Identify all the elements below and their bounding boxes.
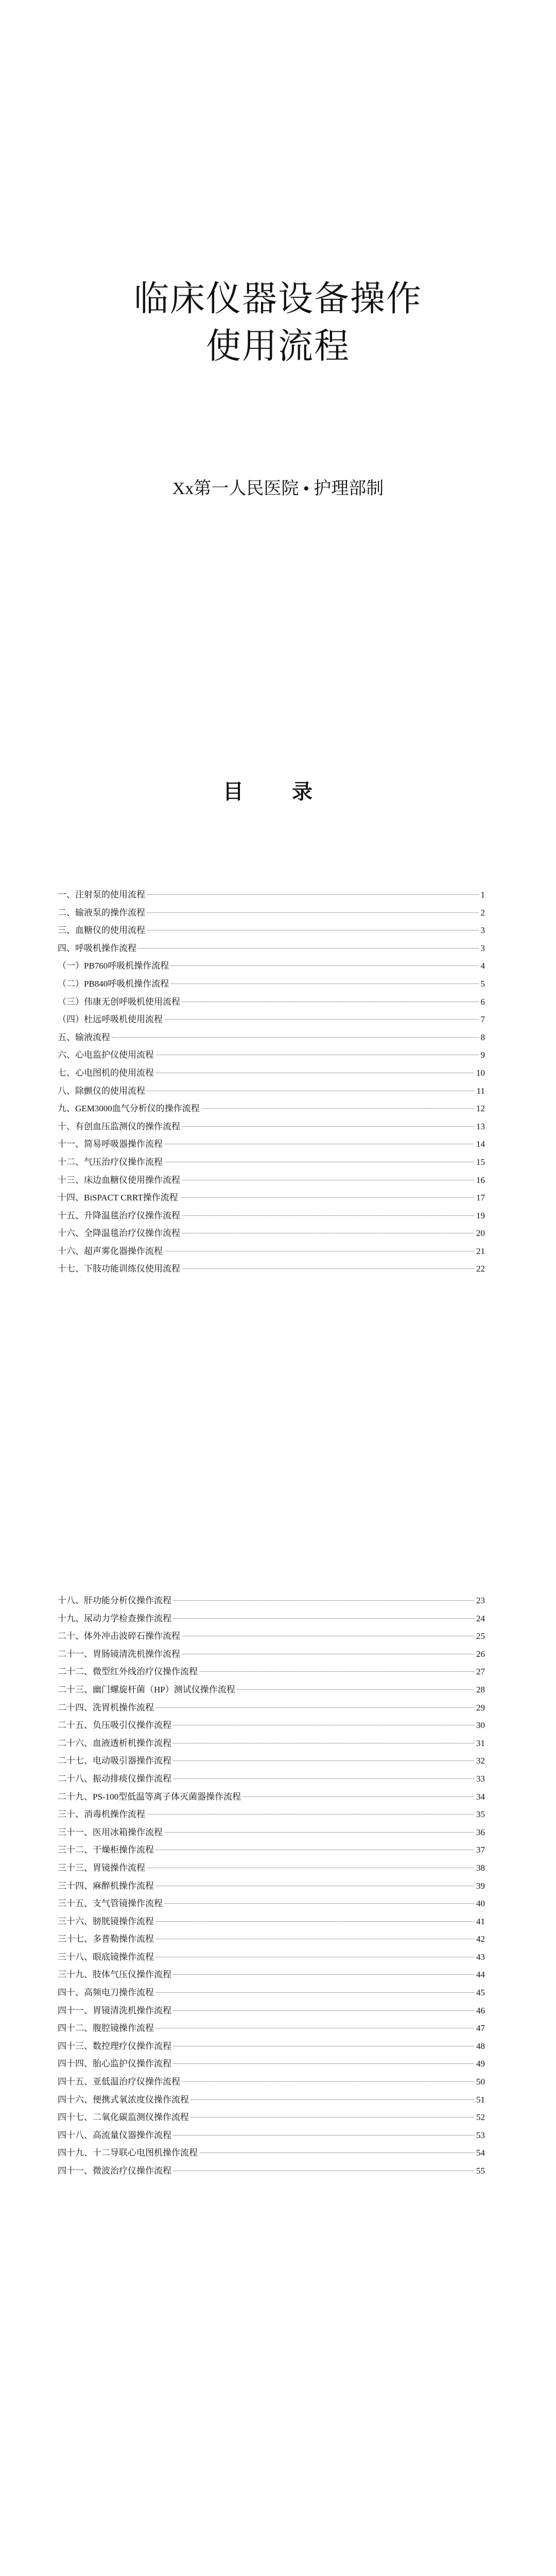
toc-item-page: 20 xyxy=(476,1228,485,1239)
toc-leader-dots xyxy=(182,1215,474,1216)
toc-leader-dots xyxy=(182,2081,474,2082)
toc-item-page: 42 xyxy=(476,1934,485,1944)
toc-item-page: 32 xyxy=(476,1756,485,1766)
toc-item-page: 17 xyxy=(476,1193,485,1203)
toc-item[interactable] xyxy=(58,1610,485,1628)
toc-item[interactable] xyxy=(58,1172,485,1190)
toc-item-title: 二十一、胃肠镜清洗机操作流程 xyxy=(58,1649,180,1659)
toc-item-title: 十八、肝功能分析仪操作流程 xyxy=(58,1596,171,1605)
toc-item[interactable] xyxy=(58,1948,485,1967)
toc-item-title: 四十一、胃镜清洗机操作流程 xyxy=(58,2005,171,2015)
toc-item-title: 四十五、亚低温治疗仪操作流程 xyxy=(58,2077,180,2087)
toc-item-page: 27 xyxy=(476,1667,485,1677)
toc-item-page: 47 xyxy=(476,2023,485,2033)
toc-leader-dots xyxy=(182,1268,474,1269)
toc-item[interactable] xyxy=(58,2109,485,2127)
toc-item-title: 一、注射泵的使用流程 xyxy=(58,890,145,900)
toc-item-title: 三十九、肢体气压仪操作流程 xyxy=(58,1970,171,1980)
toc-item-page: 22 xyxy=(476,1264,485,1274)
toc-leader-dots xyxy=(156,1707,474,1708)
toc-item-title: 四十、高频电刀操作流程 xyxy=(58,1988,154,1998)
toc-item[interactable] xyxy=(58,1046,485,1064)
toc-item-title: 四十二、腹腔镜操作流程 xyxy=(58,2023,154,2033)
toc-item[interactable] xyxy=(58,1189,485,1207)
toc-item-title: 三十四、麻醉机操作流程 xyxy=(58,1880,154,1891)
toc-item-title: 四、呼吸机操作流程 xyxy=(58,943,136,953)
toc-item[interactable] xyxy=(58,904,485,922)
toc-item[interactable] xyxy=(58,1064,485,1082)
toc-item-title: 二十八、振动排痰仪操作流程 xyxy=(58,1773,171,1784)
toc-item-page: 48 xyxy=(476,2041,485,2051)
toc-item-page: 37 xyxy=(476,1845,485,1855)
toc-item[interactable] xyxy=(58,922,485,940)
toc-list-part1 xyxy=(58,886,485,1278)
toc-leader-dots xyxy=(147,894,479,895)
toc-item[interactable] xyxy=(58,1859,485,1877)
toc-item-page: 1 xyxy=(480,890,485,900)
toc-leader-dots xyxy=(200,1671,474,1672)
toc-item-title: 十、有创血压监测仪的操作流程 xyxy=(58,1121,180,1131)
toc-item-page: 21 xyxy=(476,1246,485,1256)
toc-leader-dots xyxy=(182,1126,474,1127)
toc-item-title: 四十七、二氧化碳监测仪操作流程 xyxy=(58,2112,189,2123)
toc-leader-dots xyxy=(156,1921,474,1922)
toc-item-page: 44 xyxy=(476,1970,485,1980)
toc-item[interactable] xyxy=(58,1154,485,1172)
toc-list-part2 xyxy=(58,1592,485,2180)
toc-item-page: 31 xyxy=(476,1738,485,1748)
toc-leader-dots xyxy=(173,2010,474,2011)
toc-item[interactable] xyxy=(58,1752,485,1770)
toc-item-page: 14 xyxy=(476,1139,485,1149)
toc-item-page: 13 xyxy=(476,1121,485,1131)
toc-leader-dots xyxy=(165,1903,474,1904)
toc-item[interactable] xyxy=(58,2020,485,2038)
toc-item[interactable] xyxy=(58,975,485,993)
toc-item-title: 三十五、支气管镜操作流程 xyxy=(58,1899,163,1909)
toc-item-page: 3 xyxy=(480,943,485,953)
toc-item[interactable] xyxy=(58,2038,485,2056)
toc-item[interactable] xyxy=(58,1930,485,1948)
cover-title-line1: 临床仪器设备操作 xyxy=(133,279,422,319)
toc-item-page: 39 xyxy=(476,1880,485,1891)
toc-item-page: 36 xyxy=(476,1827,485,1837)
toc-item-title: 十九、尿动力学检查操作流程 xyxy=(58,1613,171,1623)
toc-item[interactable] xyxy=(58,1788,485,1806)
cover-title-line2: 使用流程 xyxy=(205,326,350,367)
toc-leader-dots xyxy=(147,912,479,913)
toc-item-title: 三、血糖仪的使用流程 xyxy=(58,925,145,936)
toc-leader-dots xyxy=(173,1600,474,1601)
toc-item-title: （二）PB840呼吸机操作流程 xyxy=(58,978,169,989)
toc-item-page: 16 xyxy=(476,1175,485,1185)
toc-item-title: 三十一、医用冰箱操作流程 xyxy=(58,1827,163,1837)
toc-leader-dots xyxy=(165,1832,474,1833)
toc-item[interactable] xyxy=(58,1592,485,1610)
toc-item[interactable] xyxy=(58,886,485,904)
toc-leader-dots xyxy=(180,1197,474,1198)
toc-item-title: 十六、全降温毯治疗仪操作流程 xyxy=(58,1228,180,1239)
toc-item-title: 二十三、幽门螺旋杆菌（HP）测试仪操作流程 xyxy=(58,1684,235,1694)
toc-item[interactable] xyxy=(58,957,485,975)
toc-leader-dots xyxy=(147,1814,474,1815)
toc-leader-dots xyxy=(173,1618,474,1619)
toc-item[interactable] xyxy=(58,1699,485,1717)
toc-item-title: 四十九、十二导联心电图机操作流程 xyxy=(58,2148,198,2158)
cover-organization: Xx第一人民医院 • 护理部制 xyxy=(172,479,384,498)
toc-item[interactable] xyxy=(58,1984,485,2002)
toc-item[interactable] xyxy=(58,1913,485,1931)
toc-leader-dots xyxy=(165,1019,479,1020)
toc-leader-dots xyxy=(237,1689,474,1690)
toc-item-title: 二十九、PS-100型低温等离子体灭菌器操作流程 xyxy=(58,1791,241,1802)
toc-item-title: 十六、超声雾化器操作流程 xyxy=(58,1246,163,1256)
toc-item-title: 三十三、胃镜操作流程 xyxy=(58,1862,145,1873)
toc-leader-dots xyxy=(173,1760,474,1761)
toc-item-title: （一）PB760呼吸机操作流程 xyxy=(58,961,169,971)
toc-item-title: 十四、BiSPACT CRRT操作流程 xyxy=(58,1193,178,1203)
toc-item[interactable] xyxy=(58,1118,485,1136)
toc-item[interactable] xyxy=(58,2162,485,2180)
toc-item-title: 八、除颤仪的使用流程 xyxy=(58,1086,145,1096)
toc-item-page: 43 xyxy=(476,1952,485,1962)
toc-item-page: 12 xyxy=(476,1104,485,1114)
toc-item[interactable] xyxy=(58,1717,485,1735)
toc-leader-dots xyxy=(191,2099,474,2100)
toc-item-title: 二十七、电动吸引器操作流程 xyxy=(58,1756,171,1766)
toc-item-title: 三十八、眼底镜操作流程 xyxy=(58,1952,154,1962)
toc-item-title: 四十六、便携式氧浓度仪操作流程 xyxy=(58,2094,189,2105)
toc-item[interactable] xyxy=(58,2127,485,2145)
toc-item[interactable] xyxy=(58,1029,485,1047)
toc-item[interactable] xyxy=(58,1011,485,1029)
toc-item-title: 二、输液泵的操作流程 xyxy=(58,907,145,918)
toc-item[interactable] xyxy=(58,1260,485,1278)
toc-item-page: 4 xyxy=(480,961,485,971)
toc-item[interactable] xyxy=(58,1877,485,1895)
toc-item[interactable] xyxy=(58,1806,485,1824)
toc-item-page: 50 xyxy=(476,2077,485,2087)
toc-item-page: 45 xyxy=(476,1988,485,1998)
toc-item[interactable] xyxy=(58,1225,485,1243)
toc-item-title: 五、输液流程 xyxy=(58,1032,110,1042)
toc-item[interactable] xyxy=(58,1735,485,1753)
toc-item-page: 30 xyxy=(476,1720,485,1731)
toc-item[interactable] xyxy=(58,1207,485,1225)
toc-item-title: 四十八、高流量仪器操作流程 xyxy=(58,2130,171,2140)
toc-leader-dots xyxy=(202,1108,474,1109)
toc-item-page: 40 xyxy=(476,1899,485,1909)
toc-item-title: 二十四、洗胃机操作流程 xyxy=(58,1702,154,1713)
toc-item-page: 10 xyxy=(476,1067,485,1078)
toc-item-title: 二十、体外冲击波碎石操作流程 xyxy=(58,1631,180,1641)
toc-item-page: 54 xyxy=(476,2148,485,2158)
toc-item-title: 十二、气压治疗仪操作流程 xyxy=(58,1157,163,1167)
toc-item-title: 三十二、干燥柜操作流程 xyxy=(58,1845,154,1855)
toc-item-page: 26 xyxy=(476,1649,485,1659)
toc-item[interactable] xyxy=(58,2002,485,2020)
toc-item[interactable] xyxy=(58,1841,485,1859)
toc-item[interactable] xyxy=(58,1966,485,1984)
toc-leader-dots xyxy=(173,2135,474,2136)
toc-item-title: 四十四、胎心监护仪操作流程 xyxy=(58,2059,171,2069)
toc-item-title: 四十一、微波治疗仪操作流程 xyxy=(58,2166,171,2176)
toc-item[interactable] xyxy=(58,940,485,958)
toc-item-title: 十一、简易呼吸器操作流程 xyxy=(58,1139,163,1149)
toc-item[interactable] xyxy=(58,1136,485,1154)
toc-leader-dots xyxy=(173,1778,474,1779)
cover-title xyxy=(0,276,556,370)
toc-item-page: 2 xyxy=(480,907,485,918)
toc-item-page: 34 xyxy=(476,1791,485,1802)
toc-item-page: 51 xyxy=(476,2094,485,2105)
toc-item-page: 33 xyxy=(476,1773,485,1784)
toc-item-page: 9 xyxy=(480,1050,485,1060)
toc-item-page: 5 xyxy=(480,978,485,989)
toc-item-title: 二十六、血液透析机操作流程 xyxy=(58,1738,171,1748)
toc-item-title: 十七、下肢功能训练仪使用流程 xyxy=(58,1264,180,1274)
toc-item[interactable] xyxy=(58,1082,485,1100)
toc-item-page: 23 xyxy=(476,1596,485,1605)
toc-item-title: 三十七、多普勒操作流程 xyxy=(58,1934,154,1944)
toc-item-page: 19 xyxy=(476,1210,485,1221)
toc-item-title: 十五、升降温毯治疗仪操作流程 xyxy=(58,1210,180,1221)
toc-item-title: 六、心电监护仪使用流程 xyxy=(58,1050,154,1060)
toc-leader-dots xyxy=(156,1992,474,1993)
toc-item[interactable] xyxy=(58,1646,485,1664)
toc-item[interactable] xyxy=(58,2091,485,2109)
toc-item-page: 15 xyxy=(476,1157,485,1167)
toc-item[interactable] xyxy=(58,2055,485,2073)
toc-heading: 目 录 xyxy=(223,780,333,804)
toc-item-title: 九、GEM3000血气分析仪的操作流程 xyxy=(58,1104,200,1114)
toc-item-title: 七、心电图机的使用流程 xyxy=(58,1067,154,1078)
toc-item[interactable] xyxy=(58,1681,485,1699)
toc-leader-dots xyxy=(173,1974,474,1975)
toc-item-page: 53 xyxy=(476,2130,485,2140)
toc-item-page: 49 xyxy=(476,2059,485,2069)
toc-item[interactable] xyxy=(58,2144,485,2162)
toc-item[interactable] xyxy=(58,1628,485,1646)
toc-item-page: 28 xyxy=(476,1684,485,1694)
toc-item[interactable] xyxy=(58,1770,485,1788)
toc-item-page: 46 xyxy=(476,2005,485,2015)
toc-item-page: 6 xyxy=(480,996,485,1007)
toc-item-page: 52 xyxy=(476,2112,485,2123)
toc-item-page: 11 xyxy=(476,1086,485,1096)
toc-leader-dots xyxy=(173,2063,474,2064)
toc-item-page: 38 xyxy=(476,1862,485,1873)
toc-item[interactable] xyxy=(58,1663,485,1681)
toc-item-title: 二十二、微型红外线治疗仪操作流程 xyxy=(58,1667,198,1677)
toc-item[interactable] xyxy=(58,1243,485,1261)
toc-item-page: 3 xyxy=(480,925,485,936)
toc-leader-dots xyxy=(112,1037,479,1038)
toc-item-page: 7 xyxy=(480,1014,485,1025)
toc-item-title: （三）伟康无创呼吸机使用流程 xyxy=(58,996,180,1007)
toc-item-title: 十三、床边血糖仪使用操作流程 xyxy=(58,1175,180,1185)
toc-item-page: 8 xyxy=(480,1032,485,1042)
toc-item-page: 55 xyxy=(476,2166,485,2176)
toc-item[interactable] xyxy=(58,1100,485,1118)
toc-item[interactable] xyxy=(58,993,485,1011)
toc-item-page: 25 xyxy=(476,1631,485,1641)
toc-item[interactable] xyxy=(58,1895,485,1913)
toc-leader-dots xyxy=(171,965,478,966)
toc-item-page: 29 xyxy=(476,1702,485,1713)
toc-item-page: 41 xyxy=(476,1916,485,1926)
toc-item-title: 二十五、负压吸引仪操作流程 xyxy=(58,1720,171,1731)
toc-item-page: 35 xyxy=(476,1809,485,1820)
toc-item-title: 三十六、膀胱镜操作流程 xyxy=(58,1916,154,1926)
cover-page xyxy=(0,0,556,608)
toc-item[interactable] xyxy=(58,2073,485,2091)
toc-item-title: （四）杜远呼吸机使用流程 xyxy=(58,1014,163,1025)
toc-item-title: 三十、消毒机操作流程 xyxy=(58,1809,145,1820)
toc-item[interactable] xyxy=(58,1824,485,1842)
toc-item-page: 24 xyxy=(476,1613,485,1623)
toc-item-title: 四十三、数控理疗仪操作流程 xyxy=(58,2041,171,2051)
